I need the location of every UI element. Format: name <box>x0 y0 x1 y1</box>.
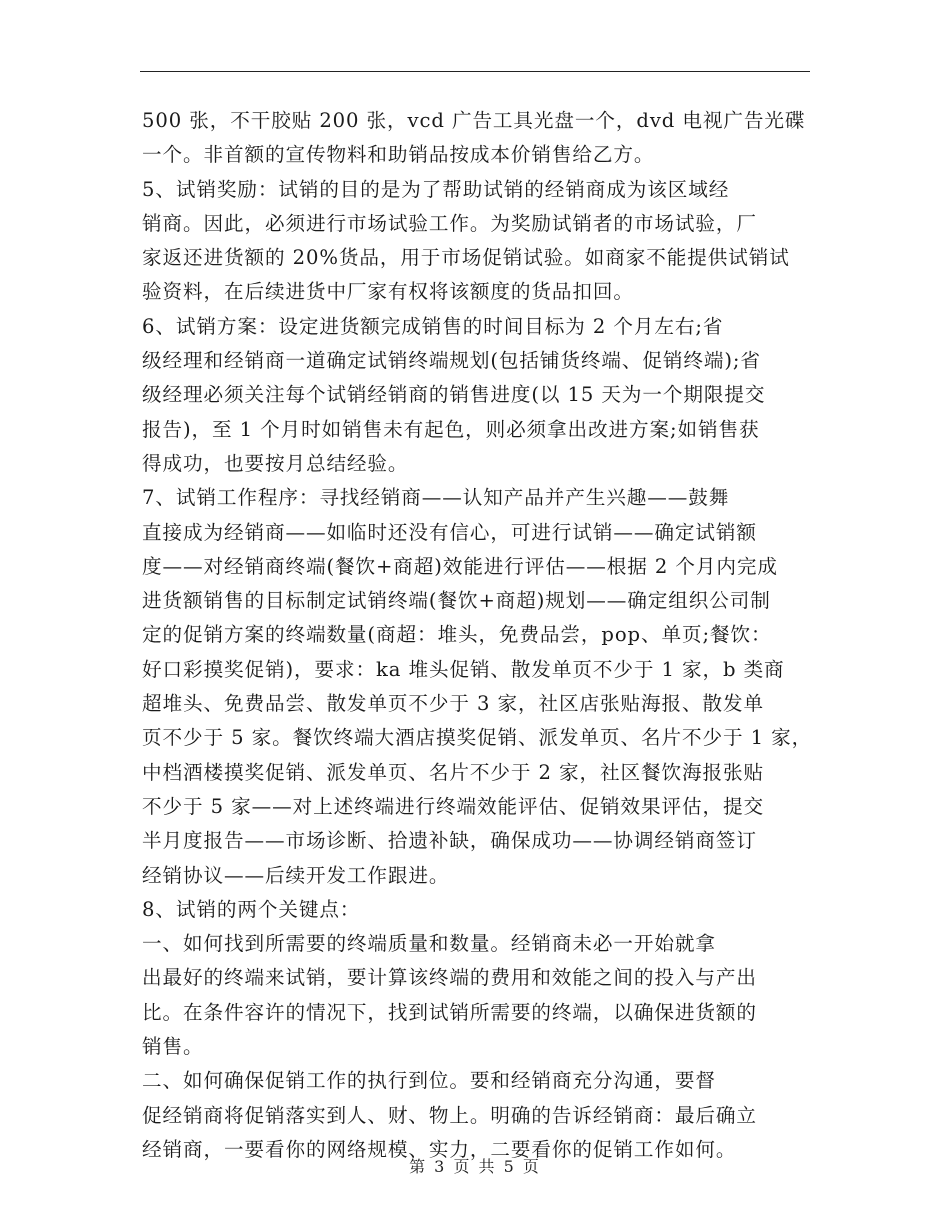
text-line: 定的促销方案的终端数量(商超：堆头，免费品尝，pop、单页;餐饮： <box>142 623 772 647</box>
text-line: 7、试销工作程序：寻找经销商——认知产品并产生兴趣——鼓舞 <box>142 486 730 510</box>
document-body <box>142 104 832 1167</box>
text-line: 经销商，一要看你的网络规模、实力，二要看你的促销工作如何。 <box>142 1137 737 1161</box>
text-line: 销商。因此，必须进行市场试验工作。为奖励试销者的市场试验，厂 <box>142 211 757 235</box>
text-line: 二、如何确保促销工作的执行到位。要和经销商充分沟通，要督 <box>142 1069 716 1093</box>
text-line: 进货额销售的目标制定试销终端(餐饮+商超)规划——确定组织公司制 <box>142 589 771 613</box>
text-line: 得成功，也要按月总结经验。 <box>142 451 409 475</box>
text-line: 级经理和经销商一道确定试销终端规划(包括铺货终端、促销终端);省 <box>142 349 761 373</box>
text-line: 6、试销方案：设定进货额完成销售的时间目标为 2 个月左右;省 <box>142 314 724 338</box>
text-line: 家返还进货额的 20%货品，用于市场促销试验。如商家不能提供试销试 <box>142 246 790 270</box>
text-line: 5、试销奖励：试销的目的是为了帮助试销的经销商成为该区域经 <box>142 177 730 201</box>
text-line: 半月度报告——市场诊断、拾遗补缺，确保成功——协调经销商签订 <box>142 829 757 853</box>
text-line: 级经理必须关注每个试销经销商的销售进度(以 15 天为一个期限提交 <box>142 383 766 407</box>
header-rule <box>140 71 810 72</box>
text-line: 超堆头、免费品尝、散发单页不少于 3 家，社区店张贴海报、散发单 <box>142 692 764 716</box>
text-line: 直接成为经销商——如临时还没有信心，可进行试销——确定试销额 <box>142 520 757 544</box>
text-line: 促经销商将促销落实到人、财、物上。明确的告诉经销商：最后确立 <box>142 1103 757 1127</box>
text-line: 出最好的终端来试销，要计算该终端的费用和效能之间的投入与产出 <box>142 966 757 990</box>
text-line: 报告)，至 1 个月时如销售未有起色，则必须拿出改进方案;如销售获 <box>142 417 760 441</box>
text-line: 好口彩摸奖促销)，要求：ka 堆头促销、散发单页不少于 1 家，b 类商 <box>142 657 785 681</box>
text-line: 经销协议——后续开发工作跟进。 <box>142 863 450 887</box>
page-number-footer: 第 3 页 共 5 页 <box>409 1157 541 1176</box>
text-line: 度——对经销商终端(餐饮+商超)效能进行评估——根据 2 个月内完成 <box>142 554 778 578</box>
text-line: 500 张，不干胶贴 200 张，vcd 广告工具光盘一个，dvd 电视广告光碟 <box>142 109 806 132</box>
text-line: 8、试销的两个关键点： <box>142 897 361 921</box>
text-line: 销售。 <box>142 1035 204 1059</box>
text-line: 页不少于 5 家。餐饮终端大酒店摸奖促销、派发单页、名片不少于 1 家， <box>142 726 813 750</box>
text-line: 验资料，在后续进货中厂家有权将该额度的货品扣回。 <box>142 280 634 304</box>
text-line: 一、如何找到所需要的终端质量和数量。经销商未必一开始就拿 <box>142 932 716 956</box>
text-line: 中档酒楼摸奖促销、派发单页、名片不少于 2 家，社区餐饮海报张贴 <box>142 760 764 784</box>
text-line: 一个。非首额的宣传物料和助销品按成本价销售给乙方。 <box>142 143 655 167</box>
text-line: 不少于 5 家——对上述终端进行终端效能评估、促销效果评估，提交 <box>142 794 764 818</box>
text-line: 比。在条件容许的情况下，找到试销所需要的终端，以确保进货额的 <box>142 1000 757 1024</box>
